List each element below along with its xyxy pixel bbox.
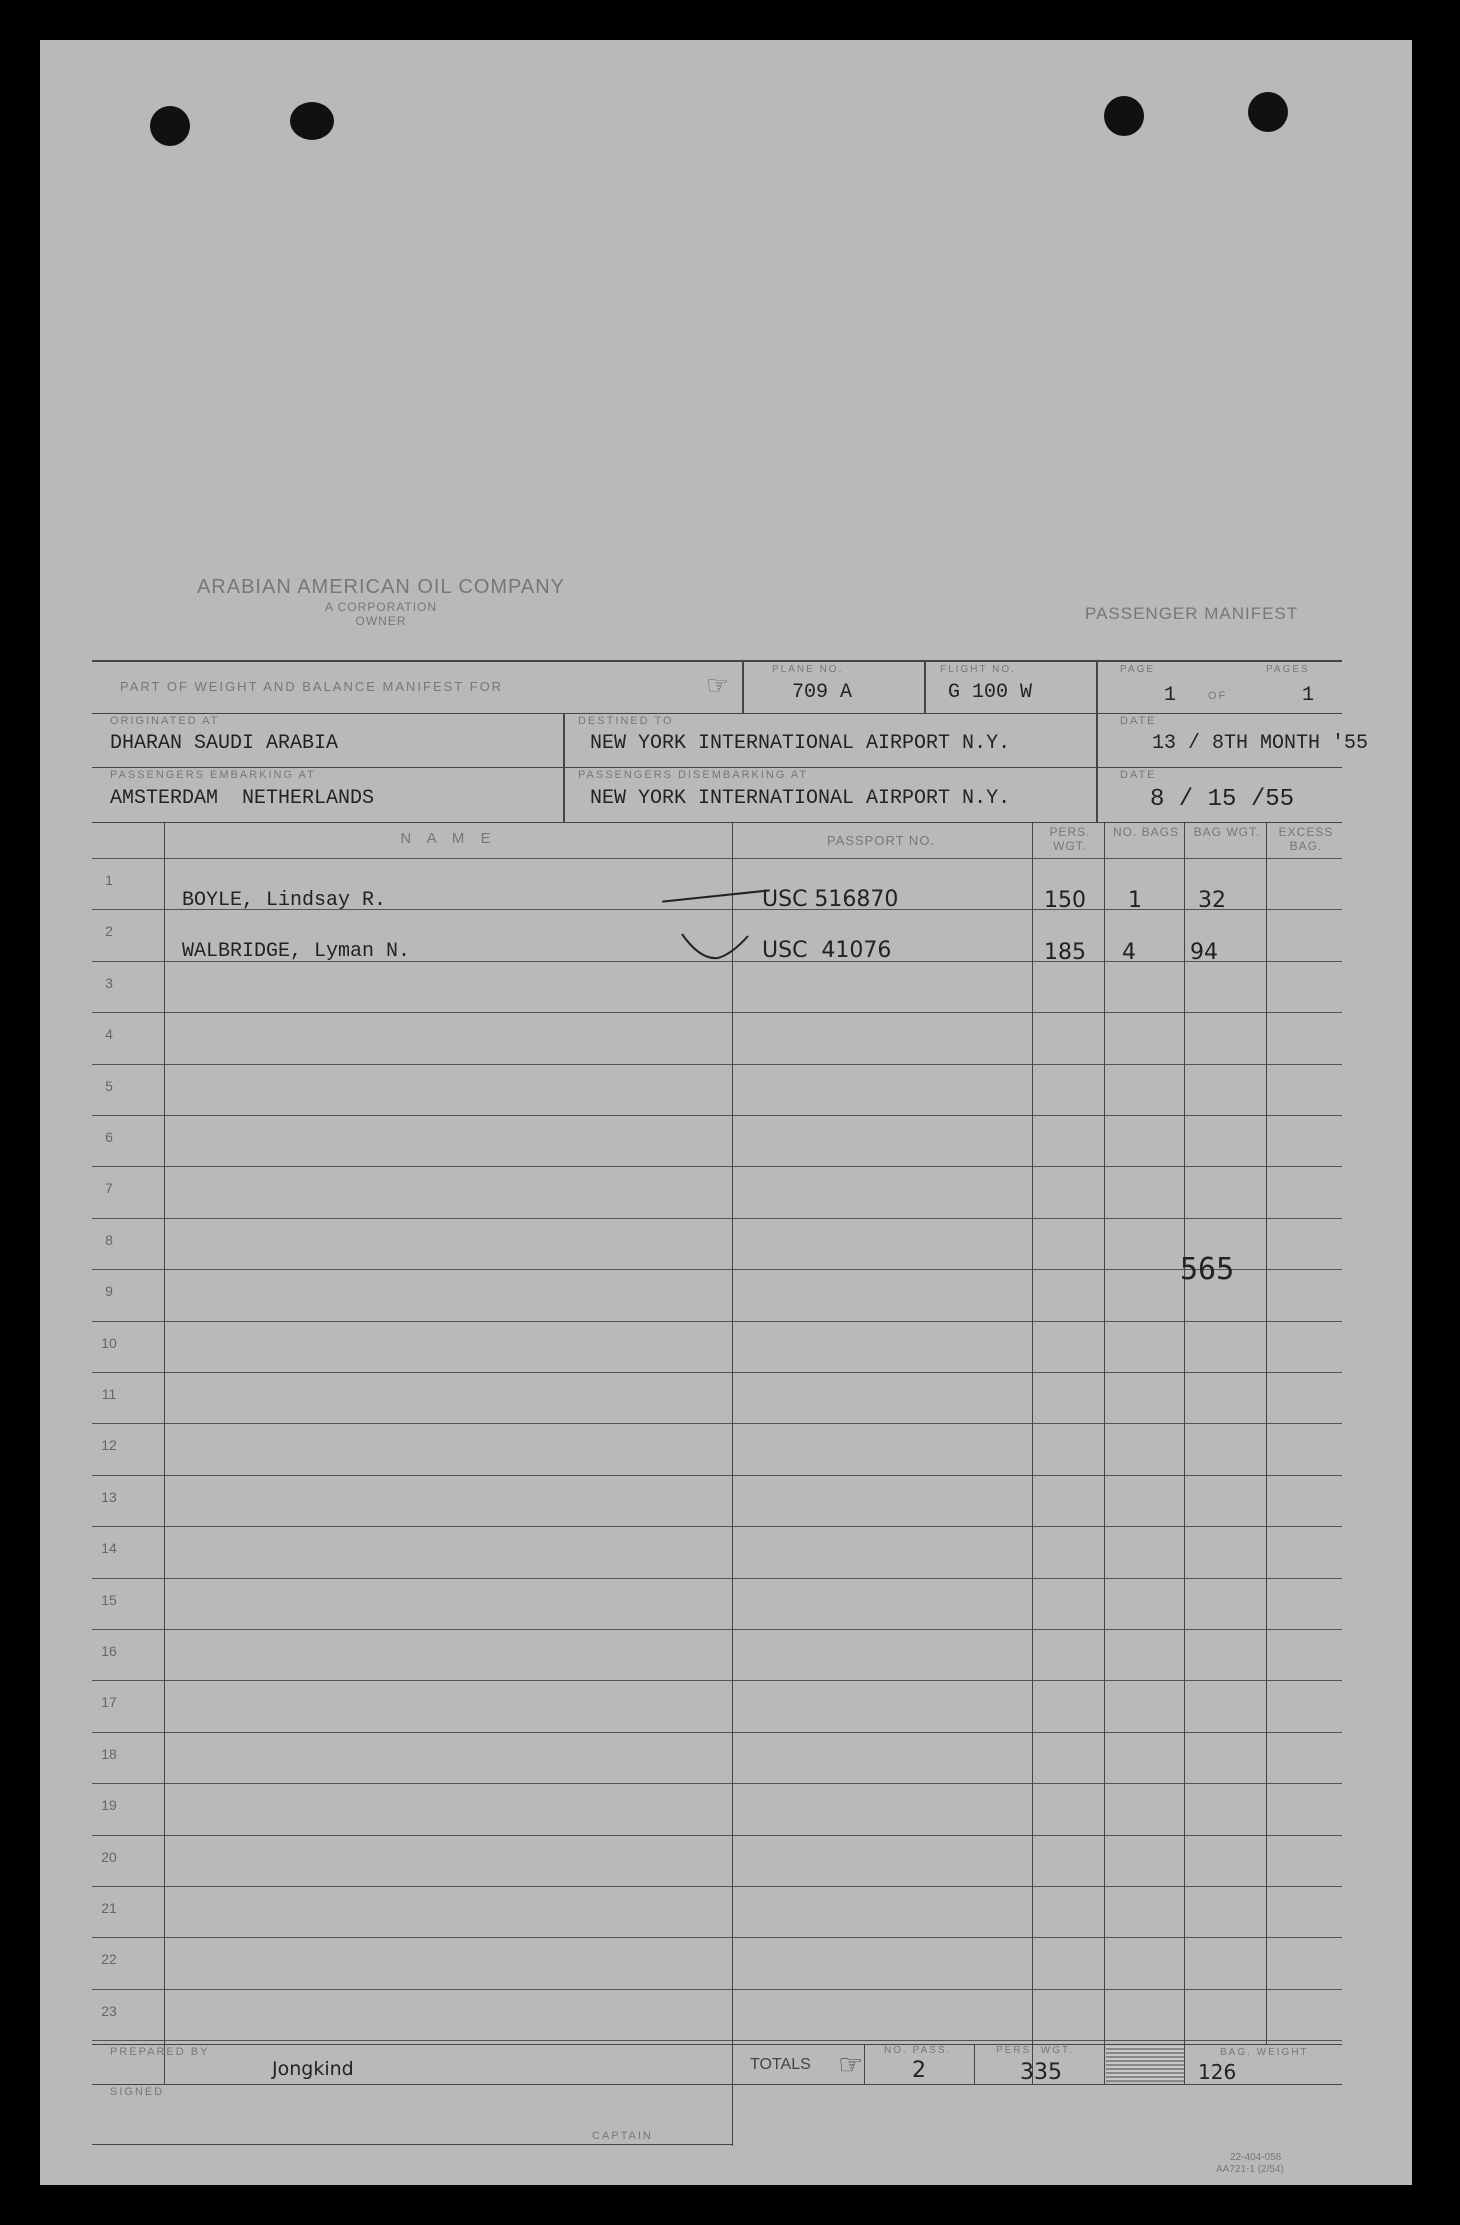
row-divider: [92, 1526, 1342, 1527]
company-name: ARABIAN AMERICAN OIL COMPANY: [196, 576, 566, 598]
row-divider: [92, 1166, 1342, 1167]
row-number: 7: [105, 1180, 113, 1196]
prepared-by-label: PREPARED BY: [110, 2046, 210, 2058]
embarking-value: AMSTERDAM NETHERLANDS: [110, 787, 375, 810]
row-divider: [92, 1372, 1342, 1373]
row-number: 13: [101, 1489, 117, 1505]
row-divider: [92, 1732, 1342, 1733]
prepared-by-value: Jongkind: [272, 2058, 354, 2080]
page-value: 1: [1164, 684, 1177, 707]
row-number: 11: [101, 1386, 117, 1402]
row-number: 5: [105, 1078, 113, 1094]
form-number-1: 22-404-058: [1230, 2152, 1282, 2163]
row-divider: [92, 1012, 1342, 1013]
row-divider: [92, 1475, 1342, 1476]
form-number-2: AA721-1 (2/54): [1216, 2164, 1284, 2175]
pages-value: 1: [1302, 684, 1315, 707]
row-2-no-bags: 4: [1122, 940, 1136, 965]
no-pass-label: NO. PASS.: [884, 2045, 952, 2056]
col-header-name: N A M E: [400, 830, 497, 847]
margin-annotation: 565: [1180, 1252, 1235, 1287]
no-pass-value: 2: [912, 2058, 926, 2083]
hatched-box: [1106, 2046, 1184, 2082]
date2-label: DATE: [1120, 769, 1157, 781]
captain-label: CAPTAIN: [592, 2130, 653, 2142]
row-1-no-bags: 1: [1128, 888, 1142, 913]
row-divider: [92, 1783, 1342, 1784]
row-number: 1: [105, 872, 113, 888]
row-divider: [92, 1423, 1342, 1424]
col-header-passport: PASSPORT NO.: [826, 833, 936, 848]
check-mark-icon: [680, 930, 750, 962]
row-divider: [92, 1629, 1342, 1630]
row-1-name: BOYLE, Lindsay R.: [182, 889, 387, 912]
row-number: 16: [101, 1643, 117, 1659]
row-2-bag-wgt: 94: [1190, 940, 1218, 965]
pers-wgt-total-value: 335: [1020, 2060, 1062, 2085]
row-divider: [92, 858, 1342, 859]
row-number: 19: [101, 1797, 117, 1813]
plane-no-label: PLANE NO.: [772, 664, 844, 675]
row-number: 23: [101, 2003, 117, 2019]
check-mark-icon: [662, 889, 770, 902]
punch-hole-icon: [1248, 92, 1288, 132]
part-of-label: PART OF WEIGHT AND BALANCE MANIFEST FOR: [120, 679, 504, 694]
row-divider: [92, 1989, 1342, 1990]
punch-hole-icon: [1104, 96, 1144, 136]
row-divider: [92, 1064, 1342, 1065]
destined-to-label: DESTINED TO: [578, 715, 674, 727]
row-number: 9: [105, 1283, 113, 1299]
row-number: 20: [101, 1849, 117, 1865]
row-number: 18: [101, 1746, 117, 1762]
page-label: PAGE: [1120, 664, 1156, 675]
punch-hole-icon: [150, 106, 190, 146]
row-divider: [92, 1937, 1342, 1938]
row-number: 22: [101, 1951, 117, 1967]
date2-value: 8 / 15 /55: [1150, 786, 1295, 813]
row-divider: [92, 1269, 1342, 1270]
punch-hole-icon: [290, 102, 334, 140]
of-label: OF: [1208, 690, 1228, 702]
col-header-pers-wgt: PERS. WGT.: [1049, 825, 1091, 853]
row-divider: [92, 1886, 1342, 1887]
plane-no-value: 709 A: [792, 681, 853, 704]
row-number: 10: [101, 1335, 117, 1351]
row-1-passport: USC 516870: [762, 887, 899, 912]
row-number: 15: [101, 1592, 117, 1608]
row-2-pers-wgt: 185: [1044, 940, 1086, 965]
row-number: 8: [105, 1232, 113, 1248]
col-header-bag-wgt: BAG WGT.: [1193, 825, 1261, 839]
row-divider: [92, 2040, 1342, 2041]
signed-label: SIGNED: [110, 2086, 165, 2098]
row-divider: [92, 1115, 1342, 1116]
flight-no-label: FLIGHT NO.: [940, 664, 1016, 675]
date-value: 13 / 8TH MONTH '55: [1152, 732, 1369, 755]
manifest-sheet: [40, 40, 1412, 2185]
totals-arrow-icon: ☞: [838, 2049, 864, 2080]
row-2-name: WALBRIDGE, Lyman N.: [182, 940, 411, 963]
row-1-pers-wgt: 150: [1044, 888, 1086, 913]
row-number: 12: [101, 1437, 117, 1453]
row-number: 6: [105, 1129, 113, 1145]
row-number: 14: [101, 1540, 117, 1556]
bag-weight-value: 126: [1198, 2060, 1237, 2084]
row-1-bag-wgt: 32: [1198, 888, 1226, 913]
row-number: 4: [105, 1026, 113, 1042]
row-divider: [92, 1218, 1342, 1219]
row-divider: [92, 1321, 1342, 1322]
arrow-icon: ☞: [706, 670, 730, 700]
date-label: DATE: [1120, 715, 1157, 727]
row-divider: [92, 1680, 1342, 1681]
disembarking-label: PASSENGERS DISEMBARKING AT: [578, 769, 809, 781]
row-divider: [92, 1835, 1342, 1836]
row-number: 3: [105, 975, 113, 991]
company-line2: A CORPORATION: [324, 600, 438, 614]
row-divider: [92, 1578, 1342, 1579]
totals-label: TOTALS: [750, 2056, 811, 2073]
embarking-label: PASSENGERS EMBARKING AT: [110, 769, 316, 781]
row-2-passport: USC 41076: [762, 938, 892, 963]
row-number: 21: [101, 1900, 117, 1916]
destined-to-value: NEW YORK INTERNATIONAL AIRPORT N.Y.: [590, 732, 1011, 755]
bag-weight-label: BAG. WEIGHT: [1220, 2047, 1309, 2058]
col-header-excess-bag: EXCESS BAG.: [1278, 825, 1334, 853]
originated-at-value: DHARAN SAUDI ARABIA: [110, 732, 339, 755]
originated-at-label: ORIGINATED AT: [110, 715, 220, 727]
form-title: PASSENGER MANIFEST: [1085, 604, 1299, 623]
pages-label: PAGES: [1266, 664, 1310, 675]
flight-no-value: G 100 W: [948, 681, 1033, 704]
company-line3: OWNER: [355, 614, 407, 628]
row-number: 2: [105, 923, 113, 939]
disembarking-value: NEW YORK INTERNATIONAL AIRPORT N.Y.: [590, 787, 1011, 810]
col-header-no-bags: NO. BAGS: [1112, 825, 1179, 839]
row-number: 17: [101, 1694, 117, 1710]
pers-wgt-total-label: PERS. WGT.: [996, 2045, 1074, 2056]
